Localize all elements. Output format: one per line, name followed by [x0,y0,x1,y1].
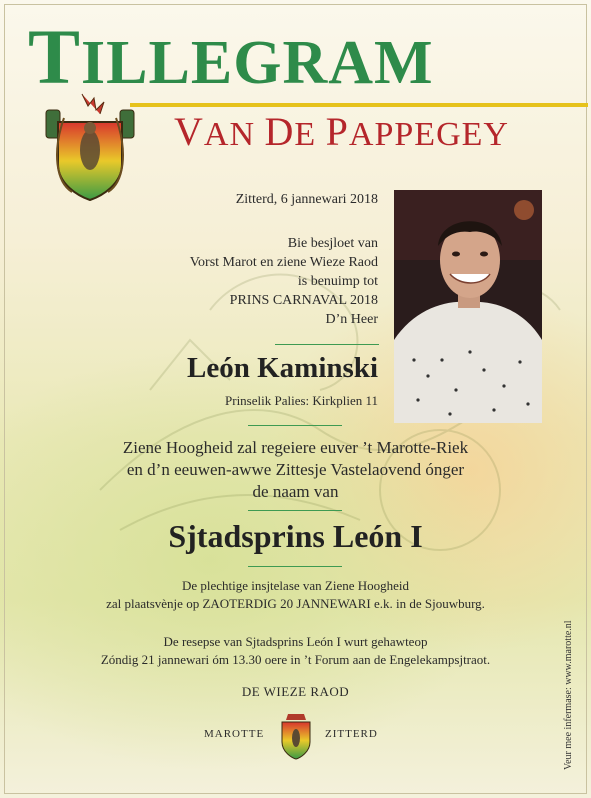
title-rest: ILLEGRAM [81,29,434,97]
reception-text [0,633,591,669]
signed-by: DE WIEZE RAOD [241,684,350,699]
ceremony-line: zal plaatsvènje op ZAOTERDIG 20 JANNEWARI e.k. in de Sjouwburg. [106,596,485,611]
intro-line: Bie besjloet van [287,236,378,251]
prince-divider-bottom [248,566,342,567]
poster-title [28,13,434,100]
prince-title: Sjtadsprins León I [168,518,423,554]
ceremony-text [0,577,591,613]
info-website-note: Veur mee infermase: www.marotte.nl [563,620,574,770]
title-divider [130,103,588,107]
subtitle-part: AN [203,116,265,153]
subtitle-letter: V [174,109,204,154]
subtitle-part: APPEGEY [348,116,509,153]
name-divider-top [275,344,379,345]
reception-line: De resepse van Sjtadsprins León I wurt gehawteop [163,634,428,649]
reign-line: Ziene Hoogheid zal regeiere euver ’t Marotte-Riek [122,438,469,457]
prince-divider-top [248,510,342,511]
prince-palace: Prinselik Palies: Kirkplien 11 [225,393,378,408]
subtitle-letter: P [325,109,349,154]
intro-line: PRINS CARNAVAL 2018 [229,293,378,308]
ceremony-line: De plechtige insjtelase van Ziene Hoogheid [181,578,410,593]
small-coat-of-arms-icon [276,712,316,760]
footer-zitterd: ZITTERD [325,728,378,740]
reign-text [0,437,591,503]
prince-portrait-photo [394,190,542,423]
intro-line: D’n Heer [325,312,378,327]
subtitle-part: E [294,116,326,153]
title-initial: T [28,13,82,100]
reception-line: Zóndig 21 jannewari óm 13.30 oere in ’t Forum aan de Engelekampsjtraot. [100,652,491,667]
intro-line: is benuimp tot [297,274,378,289]
reign-line: en d’n eeuwen-awwe Zittesje Vastelaovend ónger [126,460,465,479]
subtitle-letter: D [264,109,295,154]
coat-of-arms-icon [42,92,138,202]
poster-subtitle [174,109,509,155]
announcement-intro [190,234,378,329]
name-divider-bottom [248,425,342,426]
announcement-date: Zitterd, 6 jannewari 2018 [235,192,378,207]
prince-name: León Kaminski [187,352,378,384]
reign-line: de naam van [252,482,339,501]
footer-marotte: MAROTTE [204,728,265,740]
intro-line: Vorst Marot en ziene Wieze Raod [189,255,378,270]
